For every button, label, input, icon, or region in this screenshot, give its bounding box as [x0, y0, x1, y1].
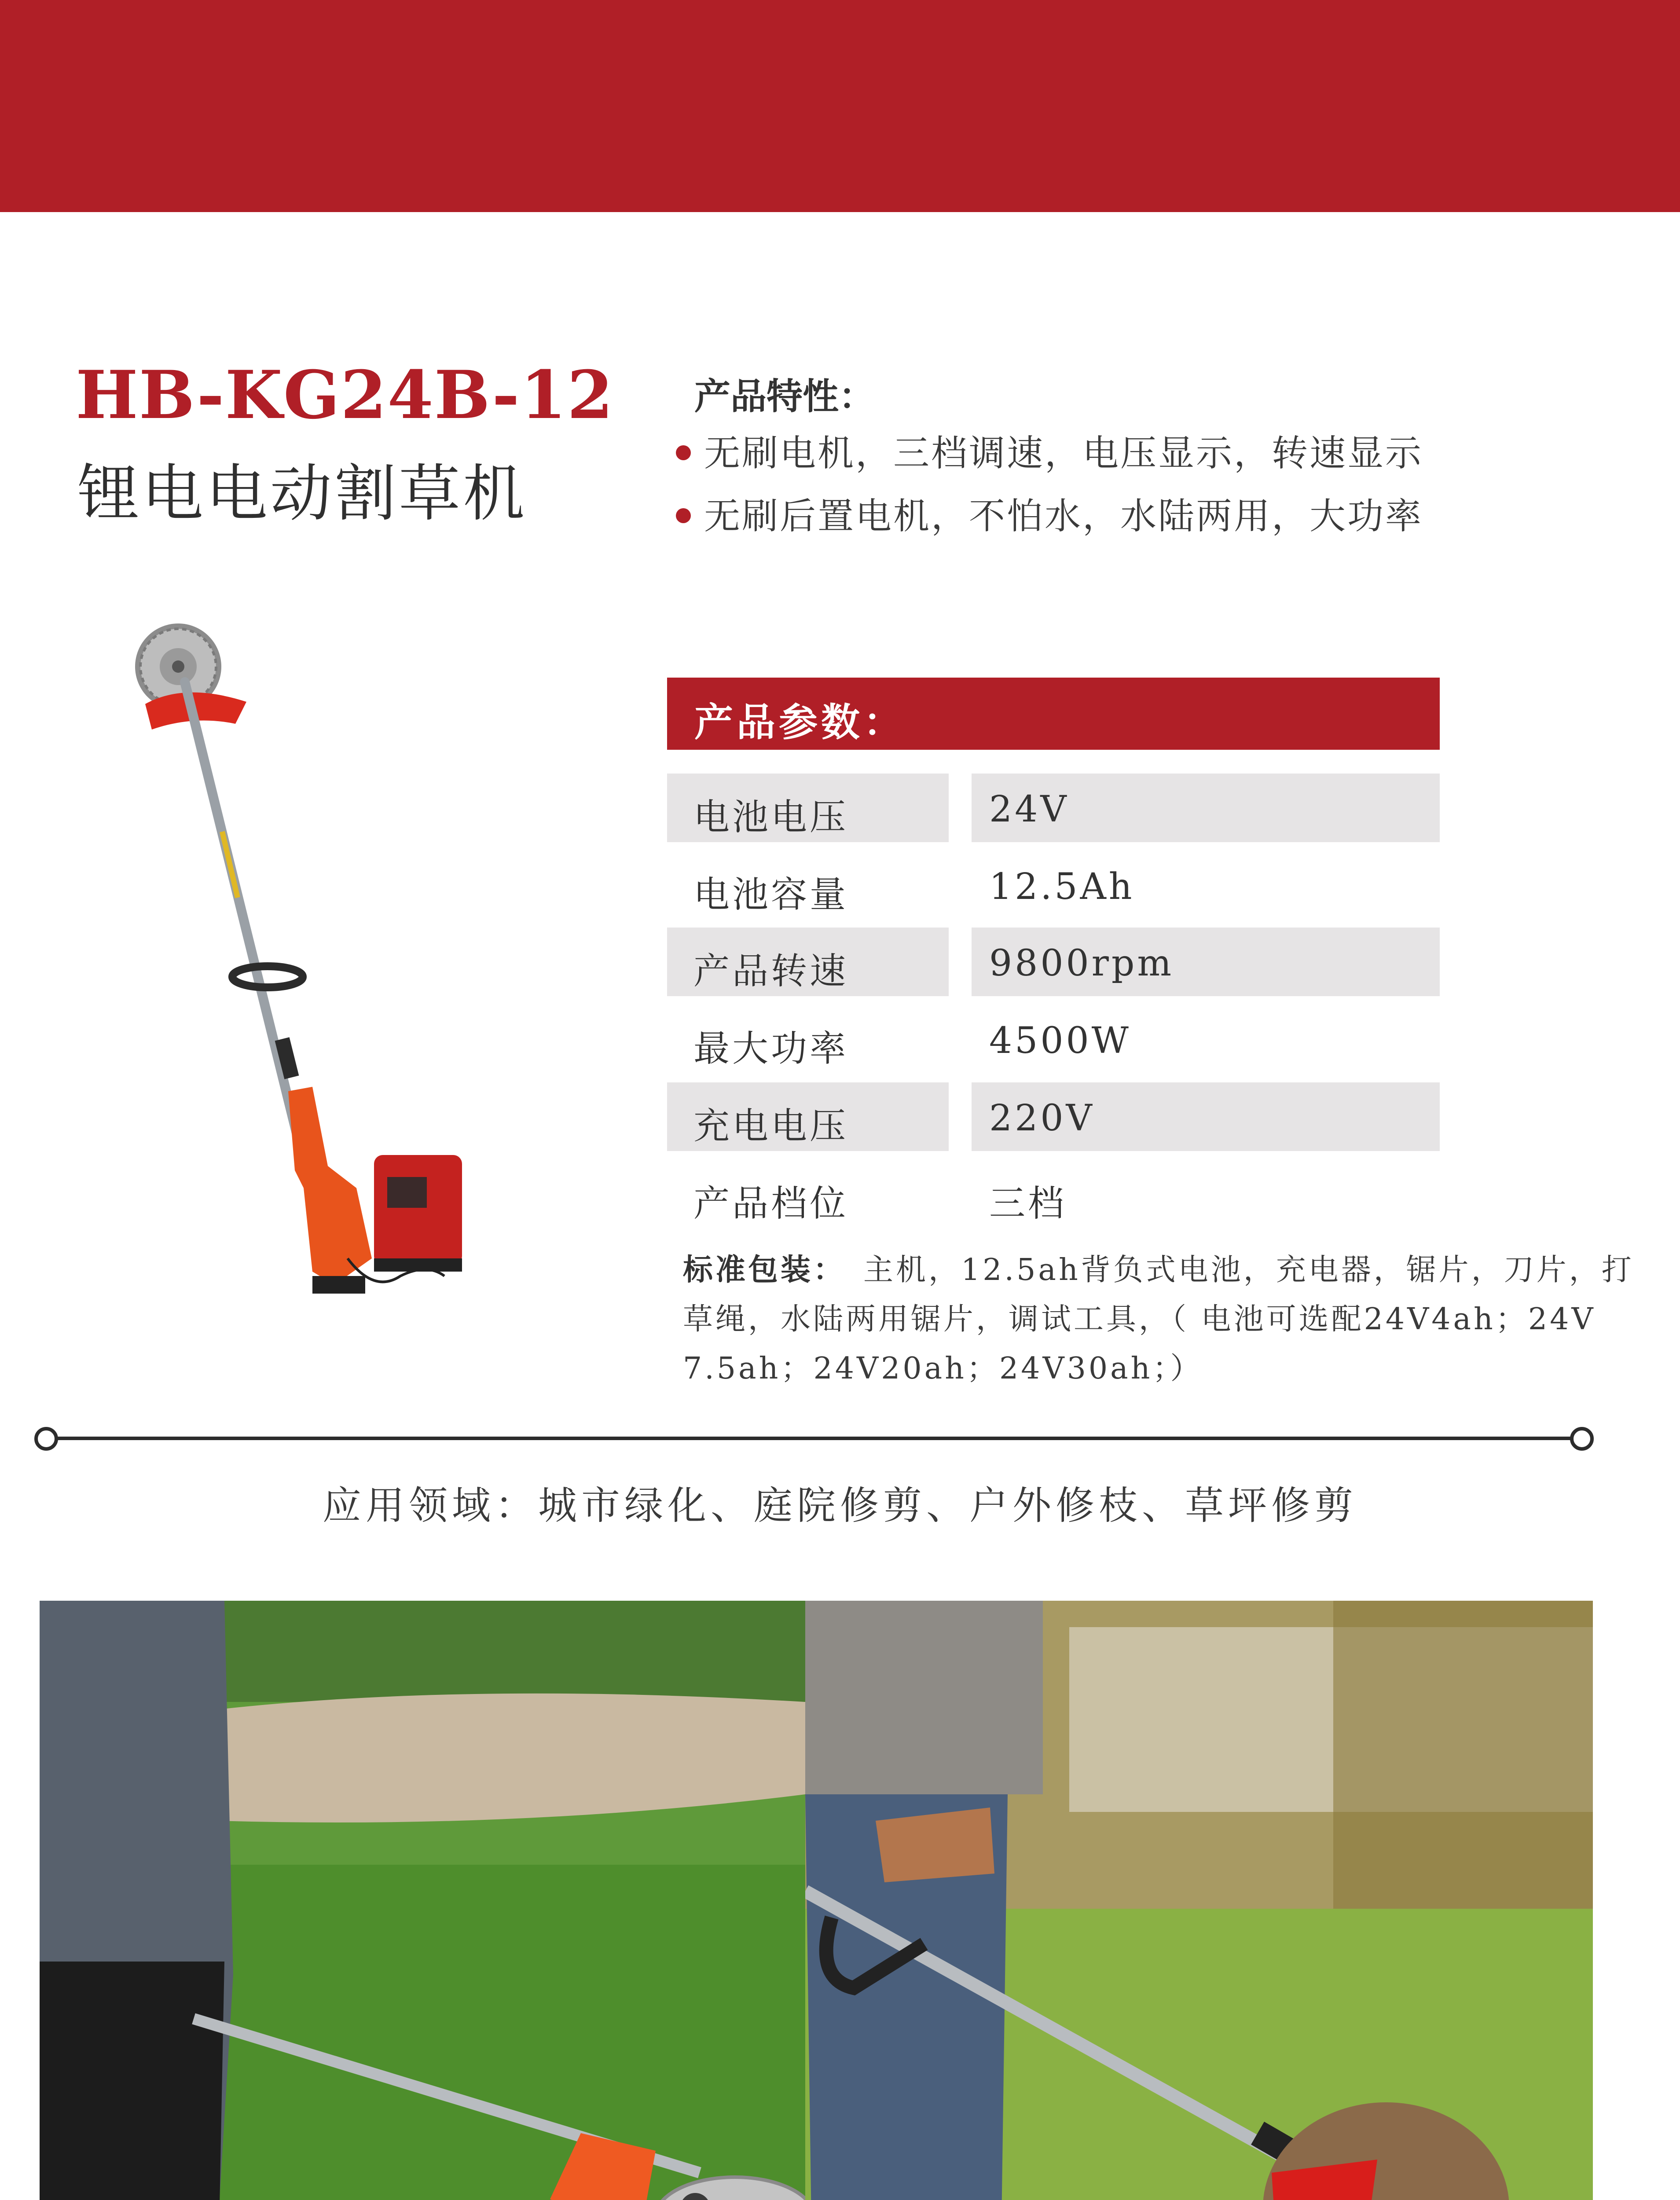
- shaft-label: [222, 832, 238, 898]
- motor-housing: [288, 1087, 372, 1285]
- param-value-cell: [972, 1082, 1440, 1151]
- product-image: [128, 616, 480, 1329]
- param-label-cell: [667, 928, 949, 996]
- param-row: [667, 1005, 1440, 1074]
- divider-endpoint-left: [34, 1427, 58, 1451]
- param-row: [667, 851, 1440, 920]
- param-label: 产品转速: [693, 950, 849, 992]
- param-label: 电池容量: [693, 874, 849, 916]
- bullet-icon: [676, 445, 691, 460]
- battery-display: [387, 1177, 427, 1208]
- shaft: [185, 682, 299, 1144]
- application-fields: 应用领域：城市绿化、庭院修剪、户外修枝、草坪修剪: [322, 1483, 1357, 1528]
- battery-pack: [374, 1155, 462, 1265]
- param-label: 产品档位: [693, 1183, 849, 1225]
- param-row: [667, 928, 1440, 996]
- param-label-cell: [667, 851, 949, 920]
- feature-text: 无刷后置电机，不怕水，水陆两用，大功率: [704, 495, 1423, 537]
- product-name: 锂电电动割草机: [77, 458, 528, 530]
- param-value-cell: [972, 851, 1440, 920]
- package-label: 标准包装：: [683, 1252, 846, 1287]
- param-label-cell: [667, 1005, 949, 1074]
- divider-endpoint-right: [1570, 1427, 1594, 1451]
- param-label-cell: [667, 774, 949, 842]
- param-label: 最大功率: [693, 1028, 849, 1070]
- model-number: HB-KG24B-12: [76, 356, 614, 434]
- param-value: 24V: [989, 788, 1069, 830]
- params-title: 产品参数：: [694, 699, 906, 745]
- usage-photo-left: [40, 1601, 805, 2200]
- package-contents: [683, 1245, 1660, 1393]
- param-label: 电池电压: [693, 796, 849, 838]
- param-label: 充电电压: [693, 1105, 849, 1147]
- usage-photo-right: [805, 1601, 1593, 2200]
- motor-base: [312, 1276, 365, 1294]
- param-row: [667, 1082, 1440, 1151]
- param-value: 4500W: [989, 1020, 1131, 1062]
- divider-line: [46, 1437, 1581, 1440]
- param-value: 12.5Ah: [989, 866, 1135, 908]
- feature-text: 无刷电机，三档调速，电压显示，转速显示: [704, 433, 1423, 474]
- param-value-cell: [972, 928, 1440, 996]
- param-value: 三档: [989, 1183, 1067, 1225]
- feature-item: [676, 425, 1423, 476]
- package-text: 主机，12.5ah背负式电池，充电器，锯片，刀片，打草绳，水陆两用锯片，调试工具，（ 电池可选配24V4ah；24V 7.5ah；24V20ah；24V30ah；）: [683, 1253, 1634, 1386]
- param-label-cell: [667, 1160, 949, 1228]
- handle: [232, 966, 303, 987]
- feature-item: [676, 488, 1423, 539]
- param-value-cell: [972, 774, 1440, 842]
- features-title: 产品特性：: [694, 375, 875, 418]
- param-value: 9800rpm: [989, 942, 1174, 984]
- param-value: 220V: [989, 1097, 1095, 1139]
- bullet-icon: [676, 508, 691, 523]
- param-label-cell: [667, 1082, 949, 1151]
- param-value-cell: [972, 1160, 1440, 1228]
- params-header: [667, 678, 1440, 750]
- param-value-cell: [972, 1005, 1440, 1074]
- param-row: [667, 1160, 1440, 1228]
- param-row: [667, 774, 1440, 842]
- header-band: [0, 0, 1680, 212]
